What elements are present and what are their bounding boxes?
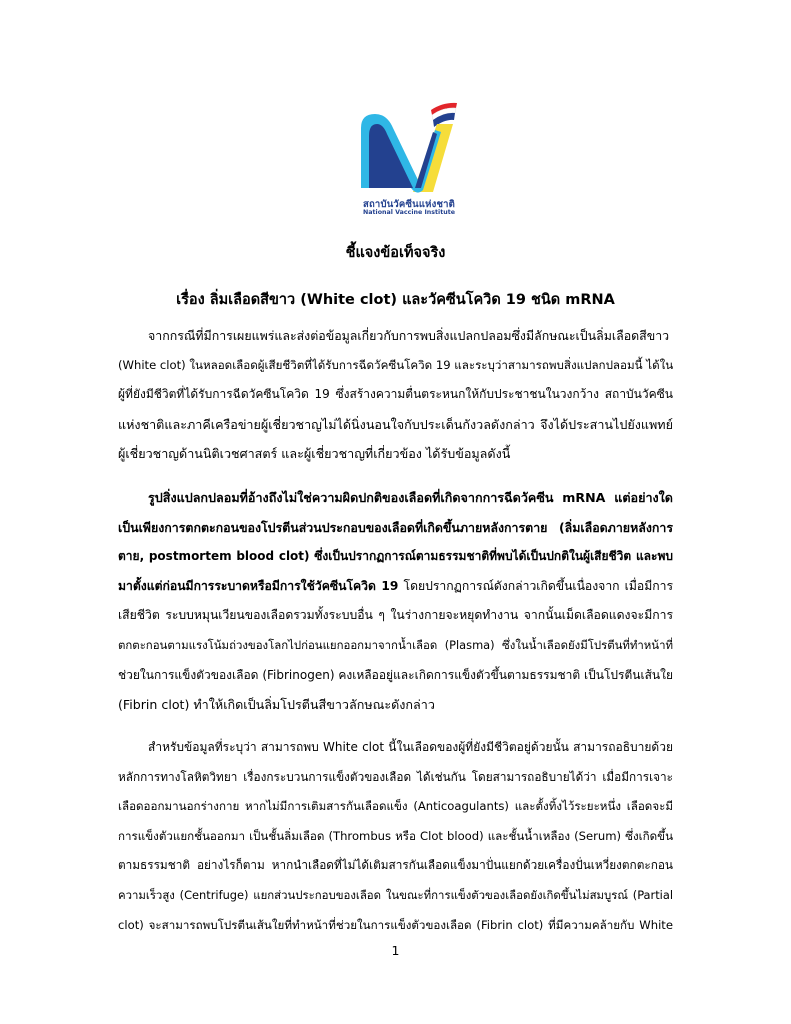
paragraph-line: (White clot) ในหลอดเลือดผู้เสียชีวิตที่ได้รับการฉีดวัคซีนโควิด 19 และระบุว่าสามารถพบสิ่งแปลกปลอมนี้ ได้ใน [118, 357, 673, 372]
bold-run: มาตั้งแต่ก่อนมีการระบาดหรือมีการใช้วัคซีนโควิด 19 [118, 578, 399, 593]
paragraph-intro [118, 321, 673, 469]
paragraph-line: เลือดออกมานอกร่างกาย หากไม่มีการเติมสารกันเลือดแข็ง (Anticoagulants) และตั้งทิ้งไว้ระยะหนึ่ง เลือดจะมี [118, 799, 673, 814]
paragraph-living-patients [118, 733, 673, 940]
paragraph-line: เสียชีวิต ระบบหมุนเวียนของเลือดรวมทั้งระบบอื่น ๆ ในร่างกายจะหยุดทำงาน จากนั้นเม็ดเลือดแดงจะมีการ [118, 608, 673, 623]
paragraph-line: เป็นเพียงการตกตะกอนของโปรตีนส่วนประกอบของเลือดที่เกิดขึ้นภายหลังการตาย (ลิ่มเลือดภายหลังการ [118, 519, 673, 535]
paragraph-line: clot) จะสามารถพบโปรตีนเส้นใยที่ทำหน้าที่ช่วยในการแข็งตัวของเลือด (Fibrin clot) ที่มีความคล้ายกับ White [118, 917, 673, 932]
paragraph-line: การแข็งตัวแยกชั้นออกมา เป็นชั้นลิ่มเลือด (Thrombus หรือ Clot blood) และชั้นน้ำเหลือง (Serum) ซึ่งเกิดขึ้น [118, 828, 673, 843]
document-title: ชี้แจงข้อเท็จจริง [345, 245, 446, 261]
nvi-logo-mark [353, 96, 465, 196]
paragraph-line: หลักการทางโลหิตวิทยา เรื่องกระบวนการแข็งตัวของเลือด ได้เช่นกัน โดยสามารถอธิบายได้ว่า เมื่อมีการเจาะ [118, 769, 673, 784]
paragraph-line: ความเร็วสูง (Centrifuge) แยกส่วนประกอบของเลือด ในขณะที่การแข็งตัวของเลือดยังเกิดขึ้นไม่สมบูรณ์ (Partial [118, 887, 673, 902]
logo-org-name-thai: สถาบันวัคซีนแห่งชาติ [362, 199, 456, 210]
nvi-logo [353, 96, 465, 222]
paragraph-line: ผู้ที่ยังมีชีวิตที่ได้รับการฉีดวัคซีนโควิด 19 ซึ่งสร้างความตื่นตระหนกให้กับประชาชนในวงกว้าง สถาบันวัคซีน [118, 387, 673, 402]
logo-org-name-english: National Vaccine Institute [363, 209, 455, 216]
paragraph-line: สำหรับข้อมูลที่ระบุว่า สามารถพบ White clot นี้ในเลือดของผู้ที่ยังมีชีวิตอยู่ด้วยนั้น สามารถอธิบายด้วย [148, 740, 673, 754]
paragraph-line: รูปสิ่งแปลกปลอมที่อ้างถึงไม่ใช่ความผิดปกติของเลือดที่เกิดจากการฉีดวัคซีน mRNA แต่อย่างใด [148, 490, 673, 505]
page-number: 1 [391, 943, 400, 958]
document-subject: เรื่อง ลิ่มเลือดสีขาว (White clot) และวัคซีนโควิด 19 ชนิด mRNA [176, 292, 615, 308]
paragraph-line: ตาย, postmortem blood clot) ซึ่งเป็นปรากฏการณ์ตามธรรมชาติที่พบได้เป็นปกติในผู้เสียชีวิต และพบ [118, 549, 673, 564]
paragraph-line: ตามธรรมชาติ อย่างไรก็ตาม หากนำเลือดที่ไม่ได้เติมสารกันเลือดแข็งมาปั่นแยกด้วยเครื่องปั่นเหวี่ยงตกตะกอน [118, 858, 673, 873]
paragraph-line: แห่งชาติและภาคีเครือข่ายผู้เชี่ยวชาญไม่ได้นิ่งนอนใจกับประเด็นกังวลดังกล่าว จึงได้ประสานไปยังแพทย์ [118, 416, 673, 432]
paragraph-line: (Fibrin clot) ทำให้เกิดเป็นลิ่มโปรตีนสีขาวลักษณะดังกล่าว [118, 697, 435, 713]
paragraph-line: ผู้เชี่ยวชาญด้านนิติเวชศาสตร์ และผู้เชี่ยวชาญที่เกี่ยวข้อง ได้รับข้อมูลดังนี้ [118, 446, 511, 462]
regular-run: โดยปรากฏการณ์ดังกล่าวเกิดขึ้นเนื่องจาก เมื่อมีการ [398, 578, 673, 593]
paragraph-postmortem-clot [118, 483, 673, 720]
paragraph-line: ตกตะกอนตามแรงโน้มถ่วงของโลกไปก่อนแยกออกมาจากน้ำเลือด (Plasma) ซึ่งในน้ำเลือดยังมีโปรตีนที่ทำหน้าที่ [118, 637, 673, 652]
paragraph-line: จากกรณีที่มีการเผยแพร่และส่งต่อข้อมูลเกี่ยวกับการพบสิ่งแปลกปลอมซึ่งมีลักษณะเป็นลิ่มเลือดสีขาว [148, 328, 670, 343]
paragraph-line-mixed [118, 572, 673, 602]
paragraph-line: ช่วยในการแข็งตัวของเลือด (Fibrinogen) คงเหลืออยู่และเกิดการแข็งตัวขึ้นตามธรรมชาติ เป็นโปรตีนเส้นใย [118, 667, 673, 682]
